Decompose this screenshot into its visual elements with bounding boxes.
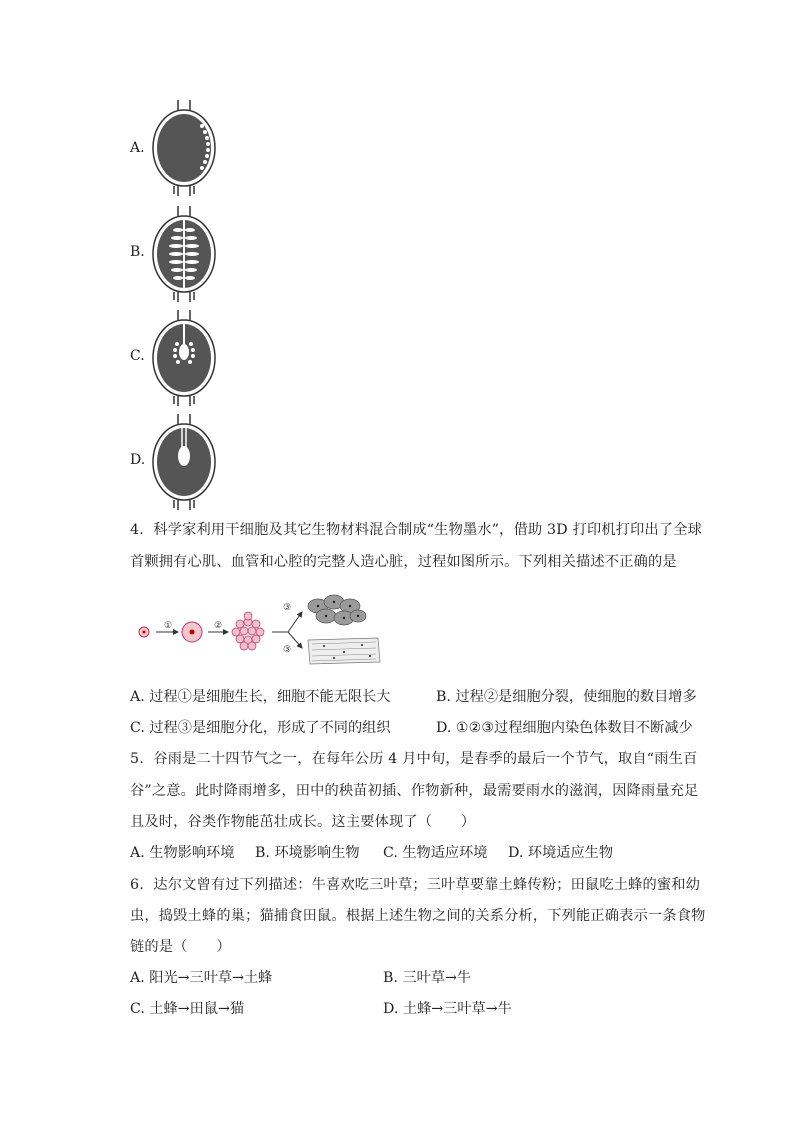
ovary-figure-b (150, 204, 230, 304)
ovary-figure-d (150, 412, 230, 512)
q6-choice-a[interactable]: A. 阳光→三叶草→土蜂 (130, 970, 273, 986)
q4-stem-line-1: 科学家利用干细胞及其它生物材料混合制成“生物墨水”，借助 3D 打印机打印出了全球 (153, 522, 703, 538)
option-label-d: D. (130, 452, 146, 468)
q4-choice-c[interactable]: C. 过程③是细胞分化，形成了不同的组织 (130, 720, 391, 736)
heart-printing-process-diagram (132, 588, 392, 668)
q6-stem-line-3: 链的是（ ） (130, 939, 231, 955)
option-label-a: A. (130, 140, 145, 156)
q6-stem-line-1: 达尔文曾有过下列描述：牛喜欢吃三叶草；三叶草要靠土蜂传粉；田鼠吃土蜂的蜜和幼 (153, 877, 701, 893)
q5-choice-a[interactable]: A. 生物影响环境 (130, 845, 235, 861)
option-label-c: C. (130, 348, 145, 364)
q6-choice-c[interactable]: C. 土蜂→田鼠→猫 (130, 1001, 245, 1017)
q5-stem-line-1: 谷雨是二十四节气之一，在每年公历 4 月中旬，是春季的最后一个节气，取自“雨生百 (153, 751, 698, 767)
q6-choice-d[interactable]: D. 土蜂→三叶草→牛 (383, 1001, 512, 1017)
q4-stem-line-2: 首颗拥有心肌、血管和心腔的完整人造心脏，过程如图所示。下列相关描述不正确的是 (130, 554, 677, 570)
q4-choice-b[interactable]: B. 过程②是细胞分裂，使细胞的数目增多 (436, 689, 697, 705)
ovary-figure-a (150, 98, 230, 198)
q5-choice-d[interactable]: D. 环境适应生物 (508, 845, 614, 861)
diagram-label-3a: ③ (283, 603, 292, 613)
q6-stem-line-2: 虫，捣毁土蜂的巢；猫捕食田鼠。根据上述生物之间的关系分析，下列能正确表示一条食物 (130, 908, 706, 924)
option-label-b: B. (130, 244, 145, 260)
diagram-label-1: ① (164, 621, 173, 631)
muscle-tissue-fibers (308, 638, 380, 664)
diagram-label-2: ② (214, 621, 223, 631)
diagram-label-3b: ③ (283, 645, 292, 655)
q6-number: 6. (130, 877, 144, 893)
q5-number: 5. (130, 751, 144, 767)
q4-choice-d[interactable]: D. ①②③过程细胞内染色体数目不断减少 (436, 720, 693, 736)
q5-stem-line-3: 且及时，谷类作物能茁壮成长。这主要体现了（ ） (130, 814, 476, 830)
cardiac-tissue-cluster (308, 595, 366, 625)
q6-choice-b[interactable]: B. 三叶草→牛 (383, 970, 472, 986)
q5-stem-line-2: 谷”之意。此时降雨增多，田中的秧苗初插、作物新种，最需要雨水的滋润，因降雨量充足 (130, 783, 699, 799)
q5-choice-c[interactable]: C. 生物适应环境 (383, 845, 488, 861)
q4-choice-a[interactable]: A. 过程①是细胞生长，细胞不能无限长大 (130, 689, 391, 705)
ovary-figure-c (150, 308, 230, 408)
q5-choice-b[interactable]: B. 环境影响生物 (255, 845, 360, 861)
q4-number: 4. (130, 522, 144, 538)
